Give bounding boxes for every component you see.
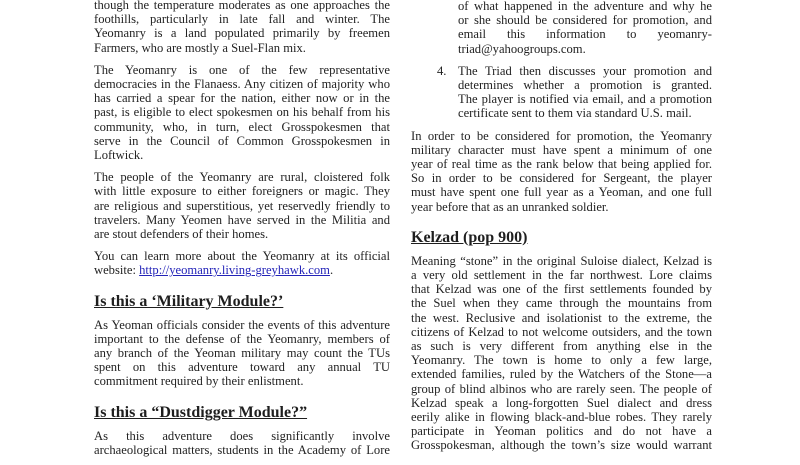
- text-line: Yeomanry. The town is home to only a few large,: [411, 353, 712, 368]
- text-line: Farmers, who are mostly a Suel-Flan mix.: [94, 40, 306, 55]
- text-line: Grosspokesman, although the town’s size would warrant: [411, 438, 712, 453]
- text-line: As Yeoman officials consider the events of this adventure: [94, 317, 390, 332]
- text-line: community, who, in turn, elect Grosspokesmen that: [94, 119, 390, 134]
- text-line: spent on this adventure toward any annual TU: [94, 360, 390, 375]
- text-line: of what happened in the adventure and why he: [458, 0, 712, 13]
- text-line: foothills, particularly in late fall and winter. The: [94, 12, 390, 27]
- section-heading: Kelzad (pop 900): [411, 228, 528, 246]
- text-line: year before that as an unranked soldier.: [411, 199, 609, 214]
- text-line: The player is notified via email, and a promotion: [458, 92, 712, 107]
- link-suffix: .: [329, 263, 334, 278]
- text-line: any branch of the Yeoman military may count the TUs: [94, 346, 390, 361]
- text-line: In order to be considered for promotion, the Yeomanry: [411, 128, 712, 143]
- text-line: So in order to be considered for Sergeant, the player: [411, 171, 712, 186]
- text-line: year of real time as the rank below that being applied for.: [411, 157, 712, 172]
- paragraph: [94, 429, 390, 457]
- text-line: serve in the Council of Common Grosspokesmen in: [94, 133, 390, 148]
- paragraph: [94, 170, 390, 241]
- text-line: Yeomanry is a land populated primarily by freemen: [94, 26, 390, 41]
- section-heading: Is this a “Dustdigger Module?”: [94, 403, 308, 421]
- text-line: are religious and superstitious, yet reservedly friendly to: [94, 198, 390, 213]
- text-line: has carried a spear for the nation, either now or in the: [94, 91, 390, 106]
- text-line: past, is eligible to elect spokesmen on his behalf from his: [94, 105, 390, 120]
- text-line: [94, 263, 390, 277]
- text-line: the west. Reclusive and isolationist to the extreme, the: [411, 310, 712, 325]
- text-line: though the temperature moderates as one approaches the: [94, 0, 390, 12]
- text-line: extended families, ruled by the Watchers of the Stone—a: [411, 367, 712, 382]
- paragraph: [94, 249, 390, 277]
- left-column: [94, 0, 390, 465]
- text-line: Loftwick.: [94, 148, 144, 163]
- text-line: commitment required by their enlistment.: [94, 374, 304, 389]
- text-line: triad@yahoogroups.com.: [458, 41, 586, 56]
- text-line: group of blind albinos who are rarely seen. The people of: [411, 381, 712, 396]
- list-number: 4.: [437, 63, 447, 78]
- text-line: participate in Yeoman politics and do not have a: [411, 424, 712, 439]
- text-line: citizens of Kelzad to not welcome outsiders, and the town: [411, 324, 712, 339]
- website-link[interactable]: http://yeomanry.living-greyhawk.com: [139, 263, 330, 278]
- paragraph: [94, 0, 390, 55]
- text-line: or she should be considered for promotion, and: [458, 13, 712, 28]
- text-line: As this adventure does significantly involve: [94, 428, 390, 443]
- text-line: determines whether a promotion is granted.: [458, 78, 712, 93]
- text-line: Kelzad speak a long-forgotten Suel dialect and dress: [411, 395, 712, 410]
- link-prefix: website:: [94, 263, 140, 278]
- paragraph: [94, 63, 390, 162]
- paragraph: [94, 318, 390, 389]
- text-line: as such is very different from anything else in the: [411, 339, 712, 354]
- text-line: must have spent one full year as a Yeoman, and one full: [411, 185, 712, 200]
- text-line: military character must have spent a minimum of one: [411, 142, 712, 157]
- text-line: a very old settlement in the far northwest. Lore claims: [411, 268, 712, 283]
- section-heading: Is this a ‘Military Module?’: [94, 292, 284, 310]
- text-line: email this information to yeomanry-: [458, 27, 712, 42]
- list-item: [411, 64, 712, 121]
- text-line: important to the defense of the Yeomanry, members of: [94, 331, 390, 346]
- text-line: democracies in the Flanaess. Any citizen of majority who: [94, 77, 390, 92]
- text-line: certificate sent to them via standard U.S. mail.: [458, 106, 692, 121]
- text-line: travelers. Many Yeomen have served in the Militia and: [94, 212, 390, 227]
- text-line: archaeological matters, students in the Academy of Lore: [94, 442, 390, 457]
- text-line: eerily alike in flowing black-and-blue robes. They rarely: [411, 410, 712, 425]
- text-line: are stout defenders of their homes.: [94, 227, 269, 242]
- text-line: The Yeomanry is one of the few representative: [94, 62, 390, 77]
- text-line: You can learn more about the Yeomanry at its official: [94, 249, 390, 264]
- right-column: [411, 0, 712, 461]
- list-item: [411, 0, 712, 56]
- paragraph: [411, 129, 712, 214]
- paragraph: [411, 254, 712, 453]
- text-line: Meaning “stone” in the original Suloise dialect, Kelzad is: [411, 253, 712, 268]
- text-line: that Kelzad was one of the first settlements founded by: [411, 282, 712, 297]
- text-line: The Triad then discusses your promotion and: [458, 63, 712, 78]
- text-line: The people of the Yeomanry are rural, cloistered folk: [94, 170, 390, 185]
- text-line: the Suel when they came through the mountains from: [411, 296, 712, 311]
- text-line: with little exposure to either foreigners or magic. They: [94, 184, 390, 199]
